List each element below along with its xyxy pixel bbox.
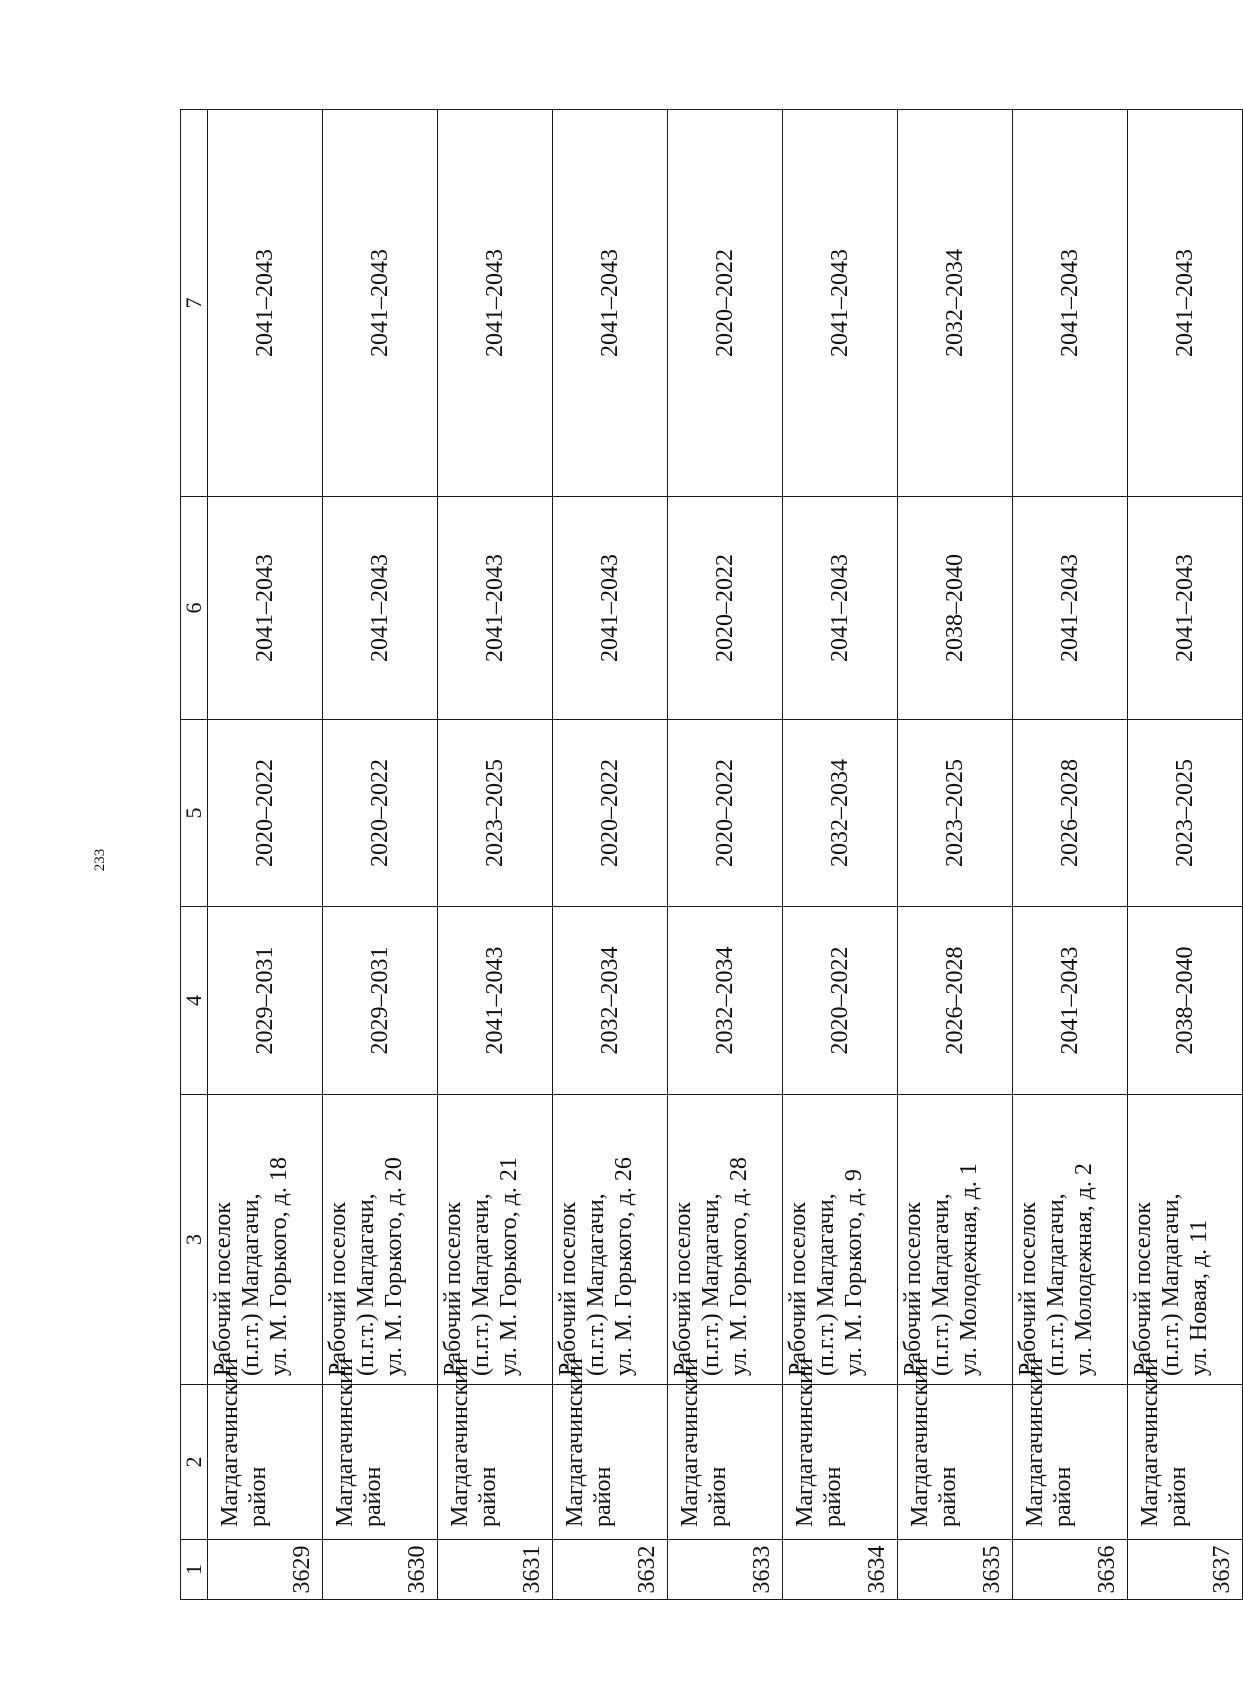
year-range-cell-c7 [438, 110, 553, 497]
table-row [898, 110, 1013, 1600]
year-range: 2041–2043 [1171, 554, 1198, 662]
year-range: 2032–2034 [711, 946, 738, 1055]
year-range: 2041–2043 [481, 946, 508, 1055]
year-range: 2032–2034 [826, 759, 853, 867]
year-range: 2029–2031 [366, 946, 393, 1055]
year-range: 2041–2043 [251, 249, 278, 357]
column-header: 3 [181, 1095, 208, 1385]
district-line: Магдагачинский [792, 1358, 818, 1527]
year-range: 2032–2034 [596, 946, 623, 1055]
table-row [208, 110, 323, 1600]
row-number-cell [553, 1540, 668, 1600]
year-range-cell-c6 [553, 497, 668, 720]
address-cell [1128, 1095, 1243, 1385]
district-cell [553, 1358, 668, 1540]
year-range: 2041–2043 [366, 554, 393, 662]
year-range-cell-c4 [323, 907, 438, 1095]
year-range: 2041–2043 [1171, 249, 1198, 357]
row-number-cell [1128, 1540, 1243, 1600]
district-cell [668, 1358, 783, 1540]
address-cell [1013, 1095, 1128, 1385]
district-line: район [590, 1466, 616, 1527]
rotated-table-container [180, 110, 1235, 1600]
column-header: 7 [181, 110, 208, 497]
year-range: 2020–2022 [711, 249, 738, 357]
address-line: Рабочий поселок [555, 1201, 581, 1376]
row-number: 3630 [404, 1545, 430, 1594]
address-line: Рабочий поселок [1015, 1201, 1041, 1376]
address-line: (п.г.т.) Магдагачи, [583, 1193, 609, 1376]
registry-table [180, 109, 1243, 1600]
district-line: район [1050, 1466, 1076, 1527]
year-range-cell-c4 [208, 907, 323, 1095]
row-number-cell [668, 1540, 783, 1600]
year-range-cell-c4 [1013, 907, 1128, 1095]
district-line: Магдагачинский [677, 1358, 703, 1527]
row-number: 3637 [1209, 1545, 1235, 1594]
year-range-cell-c7 [898, 110, 1013, 497]
address-line: ул. М. Горького, д. 18 [266, 1157, 292, 1376]
year-range: 2026–2028 [1056, 759, 1083, 867]
district-line: район [705, 1466, 731, 1527]
row-number: 3633 [749, 1545, 775, 1594]
address-line: Рабочий поселок [325, 1201, 351, 1376]
district-line: Магдагачинский [562, 1358, 588, 1527]
row-number-cell [323, 1540, 438, 1600]
district-cell [208, 1358, 323, 1540]
district-line: Магдагачинский [217, 1358, 243, 1527]
address-line: Рабочий поселок [1130, 1201, 1156, 1376]
year-range: 2038–2040 [941, 554, 968, 662]
year-range: 2029–2031 [251, 946, 278, 1055]
address-line: ул. М. Горького, д. 28 [726, 1157, 752, 1376]
address-line: Рабочий поселок [900, 1201, 926, 1376]
address-line: (п.г.т.) Магдагачи, [468, 1193, 494, 1376]
address-line: ул. М. Горького, д. 26 [611, 1157, 637, 1376]
row-number: 3632 [634, 1545, 660, 1594]
district-cell [783, 1358, 898, 1540]
table-row [668, 110, 783, 1600]
column-header: 6 [181, 497, 208, 720]
year-range: 2041–2043 [826, 249, 853, 357]
year-range-cell-c4 [438, 907, 553, 1095]
address-cell [783, 1095, 898, 1385]
address-cell [553, 1095, 668, 1385]
district-line: Магдагачинский [907, 1358, 933, 1527]
year-range-cell-c6 [438, 497, 553, 720]
address-line: ул. М. Горького, д. 20 [381, 1157, 407, 1376]
district-line: Магдагачинский [447, 1358, 473, 1527]
address-cell [438, 1095, 553, 1385]
address-cell [208, 1095, 323, 1385]
address-line: (п.г.т.) Магдагачи, [1043, 1193, 1069, 1376]
year-range-cell-c5 [1013, 720, 1128, 907]
year-range-cell-c4 [783, 907, 898, 1095]
year-range: 2041–2043 [481, 249, 508, 357]
row-number-cell [438, 1540, 553, 1600]
year-range: 2032–2034 [941, 249, 968, 357]
year-range: 2041–2043 [1056, 946, 1083, 1055]
address-line: ул. Новая, д. 11 [1186, 1219, 1212, 1376]
address-line: Рабочий поселок [670, 1201, 696, 1376]
year-range-cell-c7 [783, 110, 898, 497]
address-line: (п.г.т.) Магдагачи, [353, 1193, 379, 1376]
column-header: 4 [181, 907, 208, 1095]
year-range: 2023–2025 [1171, 759, 1198, 867]
year-range-cell-c5 [438, 720, 553, 907]
year-range-cell-c5 [553, 720, 668, 907]
column-header: 5 [181, 720, 208, 907]
address-cell [898, 1095, 1013, 1385]
year-range-cell-c7 [1128, 110, 1243, 497]
district-line: район [820, 1466, 846, 1527]
page-number: 233 [92, 848, 108, 872]
year-range: 2041–2043 [1056, 249, 1083, 357]
year-range-cell-c6 [668, 497, 783, 720]
year-range-cell-c5 [323, 720, 438, 907]
year-range-cell-c5 [898, 720, 1013, 907]
address-line: Рабочий поселок [440, 1201, 466, 1376]
table-row [553, 110, 668, 1600]
address-line: (п.г.т.) Магдагачи, [238, 1193, 264, 1376]
district-cell [323, 1358, 438, 1540]
year-range: 2026–2028 [941, 946, 968, 1055]
district-line: Магдагачинский [332, 1358, 358, 1527]
year-range-cell-c6 [898, 497, 1013, 720]
row-number-cell [898, 1540, 1013, 1600]
year-range: 2041–2043 [366, 249, 393, 357]
year-range: 2020–2022 [711, 759, 738, 867]
district-cell [1128, 1358, 1243, 1540]
year-range-cell-c7 [1013, 110, 1128, 497]
year-range: 2038–2040 [1171, 946, 1198, 1055]
year-range: 2020–2022 [251, 759, 278, 867]
district-line: район [475, 1466, 501, 1527]
year-range: 2041–2043 [1056, 554, 1083, 662]
district-line: район [935, 1466, 961, 1527]
district-line: район [1165, 1466, 1191, 1527]
address-line: ул. М. Горького, д. 9 [841, 1169, 867, 1376]
district-line: Магдагачинский [1137, 1358, 1163, 1527]
year-range-cell-c4 [668, 907, 783, 1095]
table-row [783, 110, 898, 1600]
year-range: 2020–2022 [711, 554, 738, 662]
district-cell [1013, 1358, 1128, 1540]
year-range-cell-c5 [668, 720, 783, 907]
year-range-cell-c6 [783, 497, 898, 720]
year-range: 2020–2022 [826, 946, 853, 1055]
year-range-cell-c7 [553, 110, 668, 497]
row-number: 3636 [1094, 1545, 1120, 1594]
year-range: 2023–2025 [481, 759, 508, 867]
year-range-cell-c6 [1128, 497, 1243, 720]
table-row [1128, 110, 1243, 1600]
address-line: ул. Молодежная, д. 1 [956, 1163, 982, 1376]
year-range-cell-c7 [323, 110, 438, 497]
year-range-cell-c4 [898, 907, 1013, 1095]
year-range-cell-c4 [553, 907, 668, 1095]
column-header: 1 [181, 1540, 208, 1600]
address-line: ул. Молодежная, д. 2 [1071, 1163, 1097, 1376]
year-range-cell-c7 [208, 110, 323, 497]
year-range: 2041–2043 [826, 554, 853, 662]
district-line: район [360, 1466, 386, 1527]
table-row [438, 110, 553, 1600]
row-number-cell [208, 1540, 323, 1600]
address-line: (п.г.т.) Магдагачи, [813, 1193, 839, 1376]
header-row [181, 110, 208, 1600]
district-line: район [245, 1466, 271, 1527]
address-line: (п.г.т.) Магдагачи, [698, 1193, 724, 1376]
address-line: Рабочий поселок [785, 1201, 811, 1376]
row-number: 3634 [864, 1545, 890, 1594]
year-range-cell-c5 [1128, 720, 1243, 907]
year-range: 2041–2043 [596, 554, 623, 662]
year-range-cell-c6 [1013, 497, 1128, 720]
year-range: 2041–2043 [251, 554, 278, 662]
row-number-cell [1013, 1540, 1128, 1600]
row-number-cell [783, 1540, 898, 1600]
table-body [208, 110, 1243, 1600]
year-range: 2023–2025 [941, 759, 968, 867]
table-row [323, 110, 438, 1600]
year-range-cell-c6 [208, 497, 323, 720]
year-range-cell-c5 [208, 720, 323, 907]
year-range: 2041–2043 [596, 249, 623, 357]
table-row [1013, 110, 1128, 1600]
year-range: 2020–2022 [596, 759, 623, 867]
year-range-cell-c4 [1128, 907, 1243, 1095]
column-header: 2 [181, 1385, 208, 1540]
row-number: 3631 [519, 1545, 545, 1594]
row-number: 3635 [979, 1545, 1005, 1594]
district-cell [898, 1358, 1013, 1540]
year-range-cell-c6 [323, 497, 438, 720]
address-cell [323, 1095, 438, 1385]
year-range-cell-c5 [783, 720, 898, 907]
year-range-cell-c7 [668, 110, 783, 497]
year-range: 2020–2022 [366, 759, 393, 867]
district-cell [438, 1358, 553, 1540]
district-line: Магдагачинский [1022, 1358, 1048, 1527]
address-cell [668, 1095, 783, 1385]
address-line: (п.г.т.) Магдагачи, [928, 1193, 954, 1376]
year-range: 2041–2043 [481, 554, 508, 662]
address-line: (п.г.т.) Магдагачи, [1158, 1193, 1184, 1376]
address-line: Рабочий поселок [210, 1201, 236, 1376]
address-line: ул. М. Горького, д. 21 [496, 1157, 522, 1376]
row-number: 3629 [289, 1545, 315, 1594]
